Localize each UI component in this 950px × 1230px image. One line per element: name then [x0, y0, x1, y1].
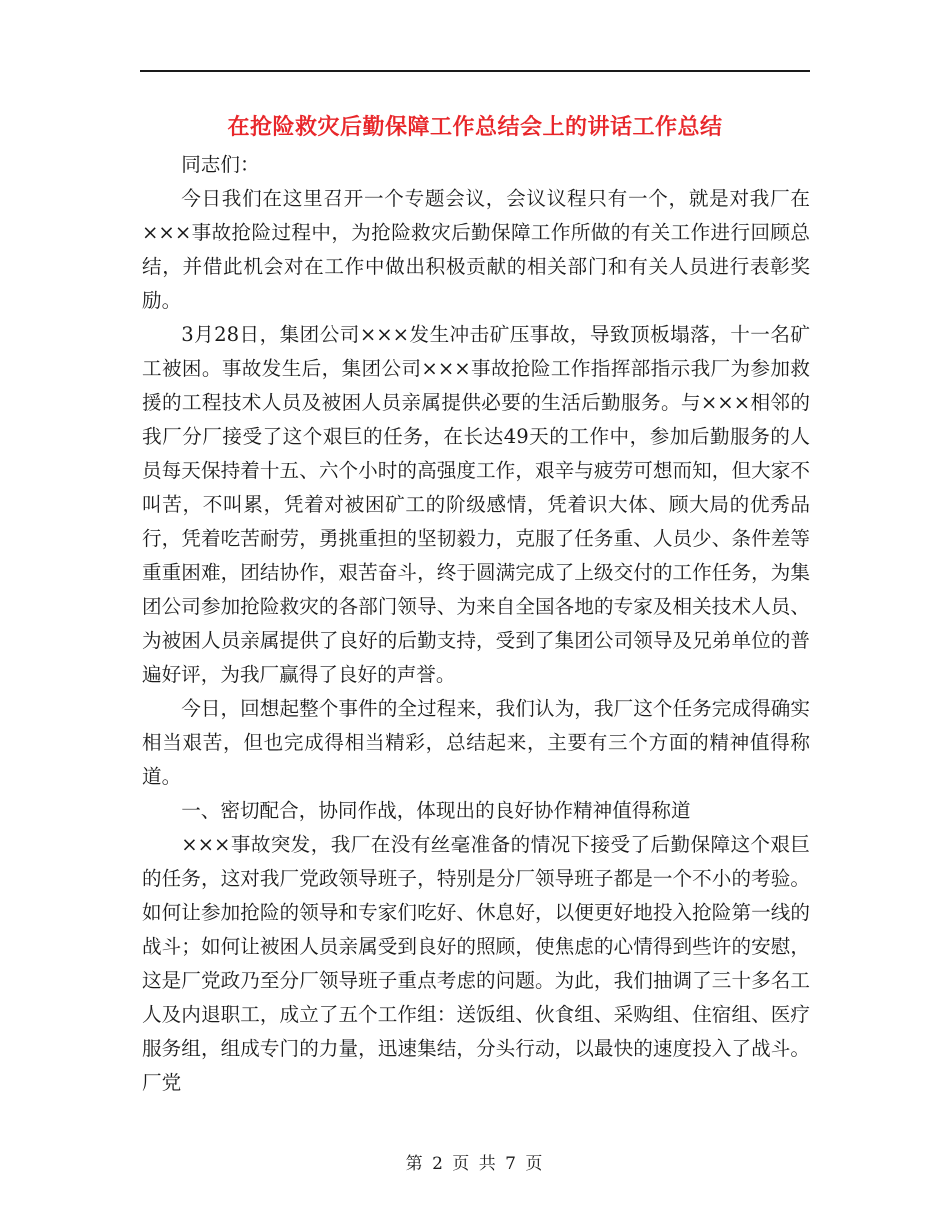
document-body	[142, 148, 810, 1100]
paragraph-event: 3月28日，集团公司×××发生冲击矿压事故，导致顶板塌落，十一名矿工被困。事故发生后，集团公司×××事故抢险工作指挥部指示我厂为参加救援的工程技术人员及被困人员亲属提供必要的生活后勤服务。与×××相邻的我厂分厂接受了这个艰巨的任务，在长达49天的工作中，参加后勤服务的人员每天保持着十五、六个小时的高强度工作，艰辛与疲劳可想而知，但大家不叫苦，不叫累，凭着对被困矿工的阶级感情，凭着识大体、顾大局的优秀品行，凭着吃苦耐劳，勇挑重担的坚韧毅力，克服了任务重、人员少、条件差等重重困难，团结协作，艰苦奋斗，终于圆满完成了上级交付的工作任务，为集团公司参加抢险救灾的各部门领导、为来自全国各地的专家及相关技术人员、为被困人员亲属提供了良好的后勤支持，受到了集团公司领导及兄弟单位的普遍好评，为我厂赢得了良好的声誉。	[142, 323, 810, 686]
paragraph-section-1: ×××事故突发，我厂在没有丝毫准备的情况下接受了后勤保障这个艰巨的任务，这对我厂党政领导班子，特别是分厂领导班子都是一个不小的考验。如何让参加抢险的领导和专家们吃好、休息好，以便更好地投入抢险第一线的战斗；如何让被困人员亲属受到良好的照顾，使焦虑的心情得到些许的安慰，这是厂党政乃至分厂领导班子重点考虑的问题。为此，我们抽调了三十多名工人及内退职工，成立了五个工作组：送饭组、伙食组、采购组、住宿组、医疗服务组，组成专门的力量，迅速集结，分头行动，以最快的速度投入了战斗。厂党	[142, 833, 810, 1094]
paragraph-summary: 今日，回想起整个事件的全过程来，我们认为，我厂这个任务完成得确实相当艰苦，但也完成得相当精彩，总结起来，主要有三个方面的精神值得称道。	[142, 697, 810, 788]
document-title: 在抢险救灾后勤保障工作总结会上的讲话工作总结	[227, 114, 723, 140]
paragraph-salutation: 同志们：	[181, 153, 260, 176]
paragraph-intro: 今日我们在这里召开一个专题会议，会议议程只有一个，就是对我厂在×××事故抢险过程中，为抢险救灾后勤保障工作所做的有关工作进行回顾总结，并借此机会对在工作中做出积极贡献的相关部门和有关人员进行表彰奖励。	[142, 187, 810, 312]
page-number-footer: 第 2 页 共 7 页	[405, 1154, 545, 1174]
section-heading-1: 一、密切配合，协同作战，体现出的良好协作精神值得称道	[181, 799, 691, 822]
header-rule	[140, 70, 810, 72]
